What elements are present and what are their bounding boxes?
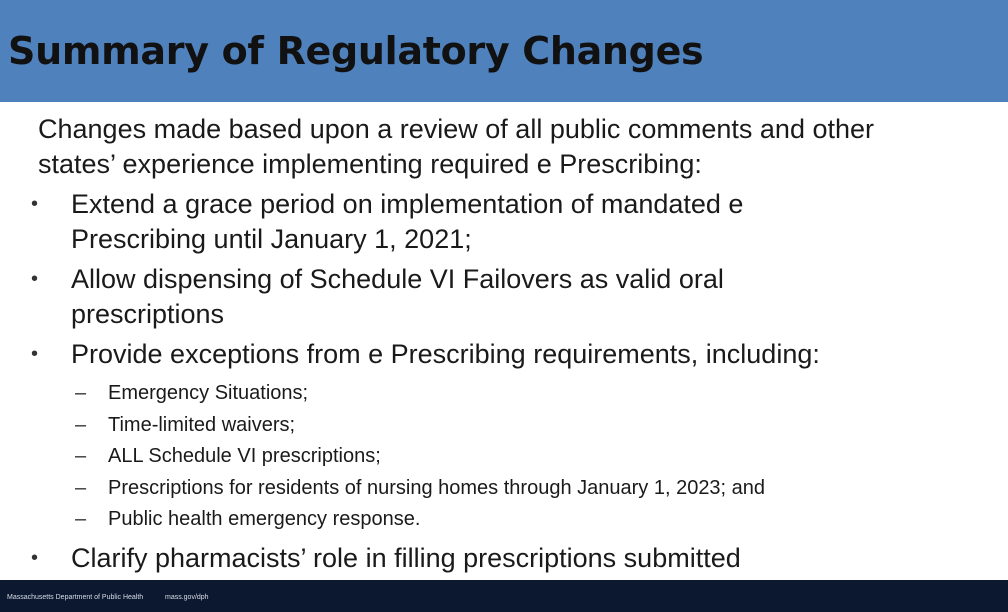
sub-bullet-text: Prescriptions for residents of nursing homes through January 1, 2023; and	[108, 476, 766, 499]
bullet-item	[31, 337, 998, 372]
sub-bullet-text: ALL Schedule VI prescriptions;	[108, 445, 381, 467]
dash-icon: –	[75, 382, 87, 404]
footer-bar	[0, 580, 1008, 612]
slide-title: Summary of Regulatory Changes	[8, 29, 704, 73]
dash-icon: –	[75, 413, 87, 436]
title-bar	[0, 0, 1008, 102]
bullet-dot-icon: •	[31, 268, 39, 290]
sub-bullet-text: Emergency Situations;	[108, 382, 309, 404]
bullet-dot-icon: •	[31, 193, 39, 215]
bullet-item	[31, 262, 831, 332]
sub-bullet-text: Public health emergency response.	[108, 508, 421, 530]
bullet-item-clarify	[31, 541, 741, 576]
slide-body	[31, 112, 998, 536]
bullet-text: Extend a grace period on implementation of mandated e Prescribing until January 1, 2021;	[71, 189, 744, 254]
bullet-dot-icon: •	[31, 343, 39, 365]
sub-bullet-item	[38, 410, 998, 442]
sub-bullet-item	[38, 441, 998, 473]
sub-bullet-item	[38, 504, 998, 536]
bullet-text: Clarify pharmacists’ role in filling prescriptions submitted	[71, 543, 741, 573]
footer-org: Massachusetts Department of Public Health	[7, 594, 144, 601]
dash-icon: –	[75, 476, 87, 499]
sub-bullet-item	[38, 473, 998, 505]
bullet-text: Allow dispensing of Schedule VI Failovers as valid oral prescriptions	[71, 264, 724, 329]
bullet-dot-icon: •	[31, 547, 39, 569]
sub-bullet-text: Time-limited waivers;	[108, 413, 296, 436]
bullet-text: Provide exceptions from e Prescribing requirements, including:	[71, 339, 820, 369]
dash-icon: –	[75, 445, 87, 467]
sub-bullet-item	[38, 378, 998, 410]
sub-bullet-list	[38, 378, 998, 536]
footer-url: mass.gov/dph	[165, 594, 209, 601]
bullet-list	[31, 187, 998, 372]
intro-paragraph: Changes made based upon a review of all public comments and other states’ experience implementing required e Prescribing:	[38, 114, 874, 179]
bullet-item	[31, 187, 871, 257]
dash-icon: –	[75, 508, 87, 530]
